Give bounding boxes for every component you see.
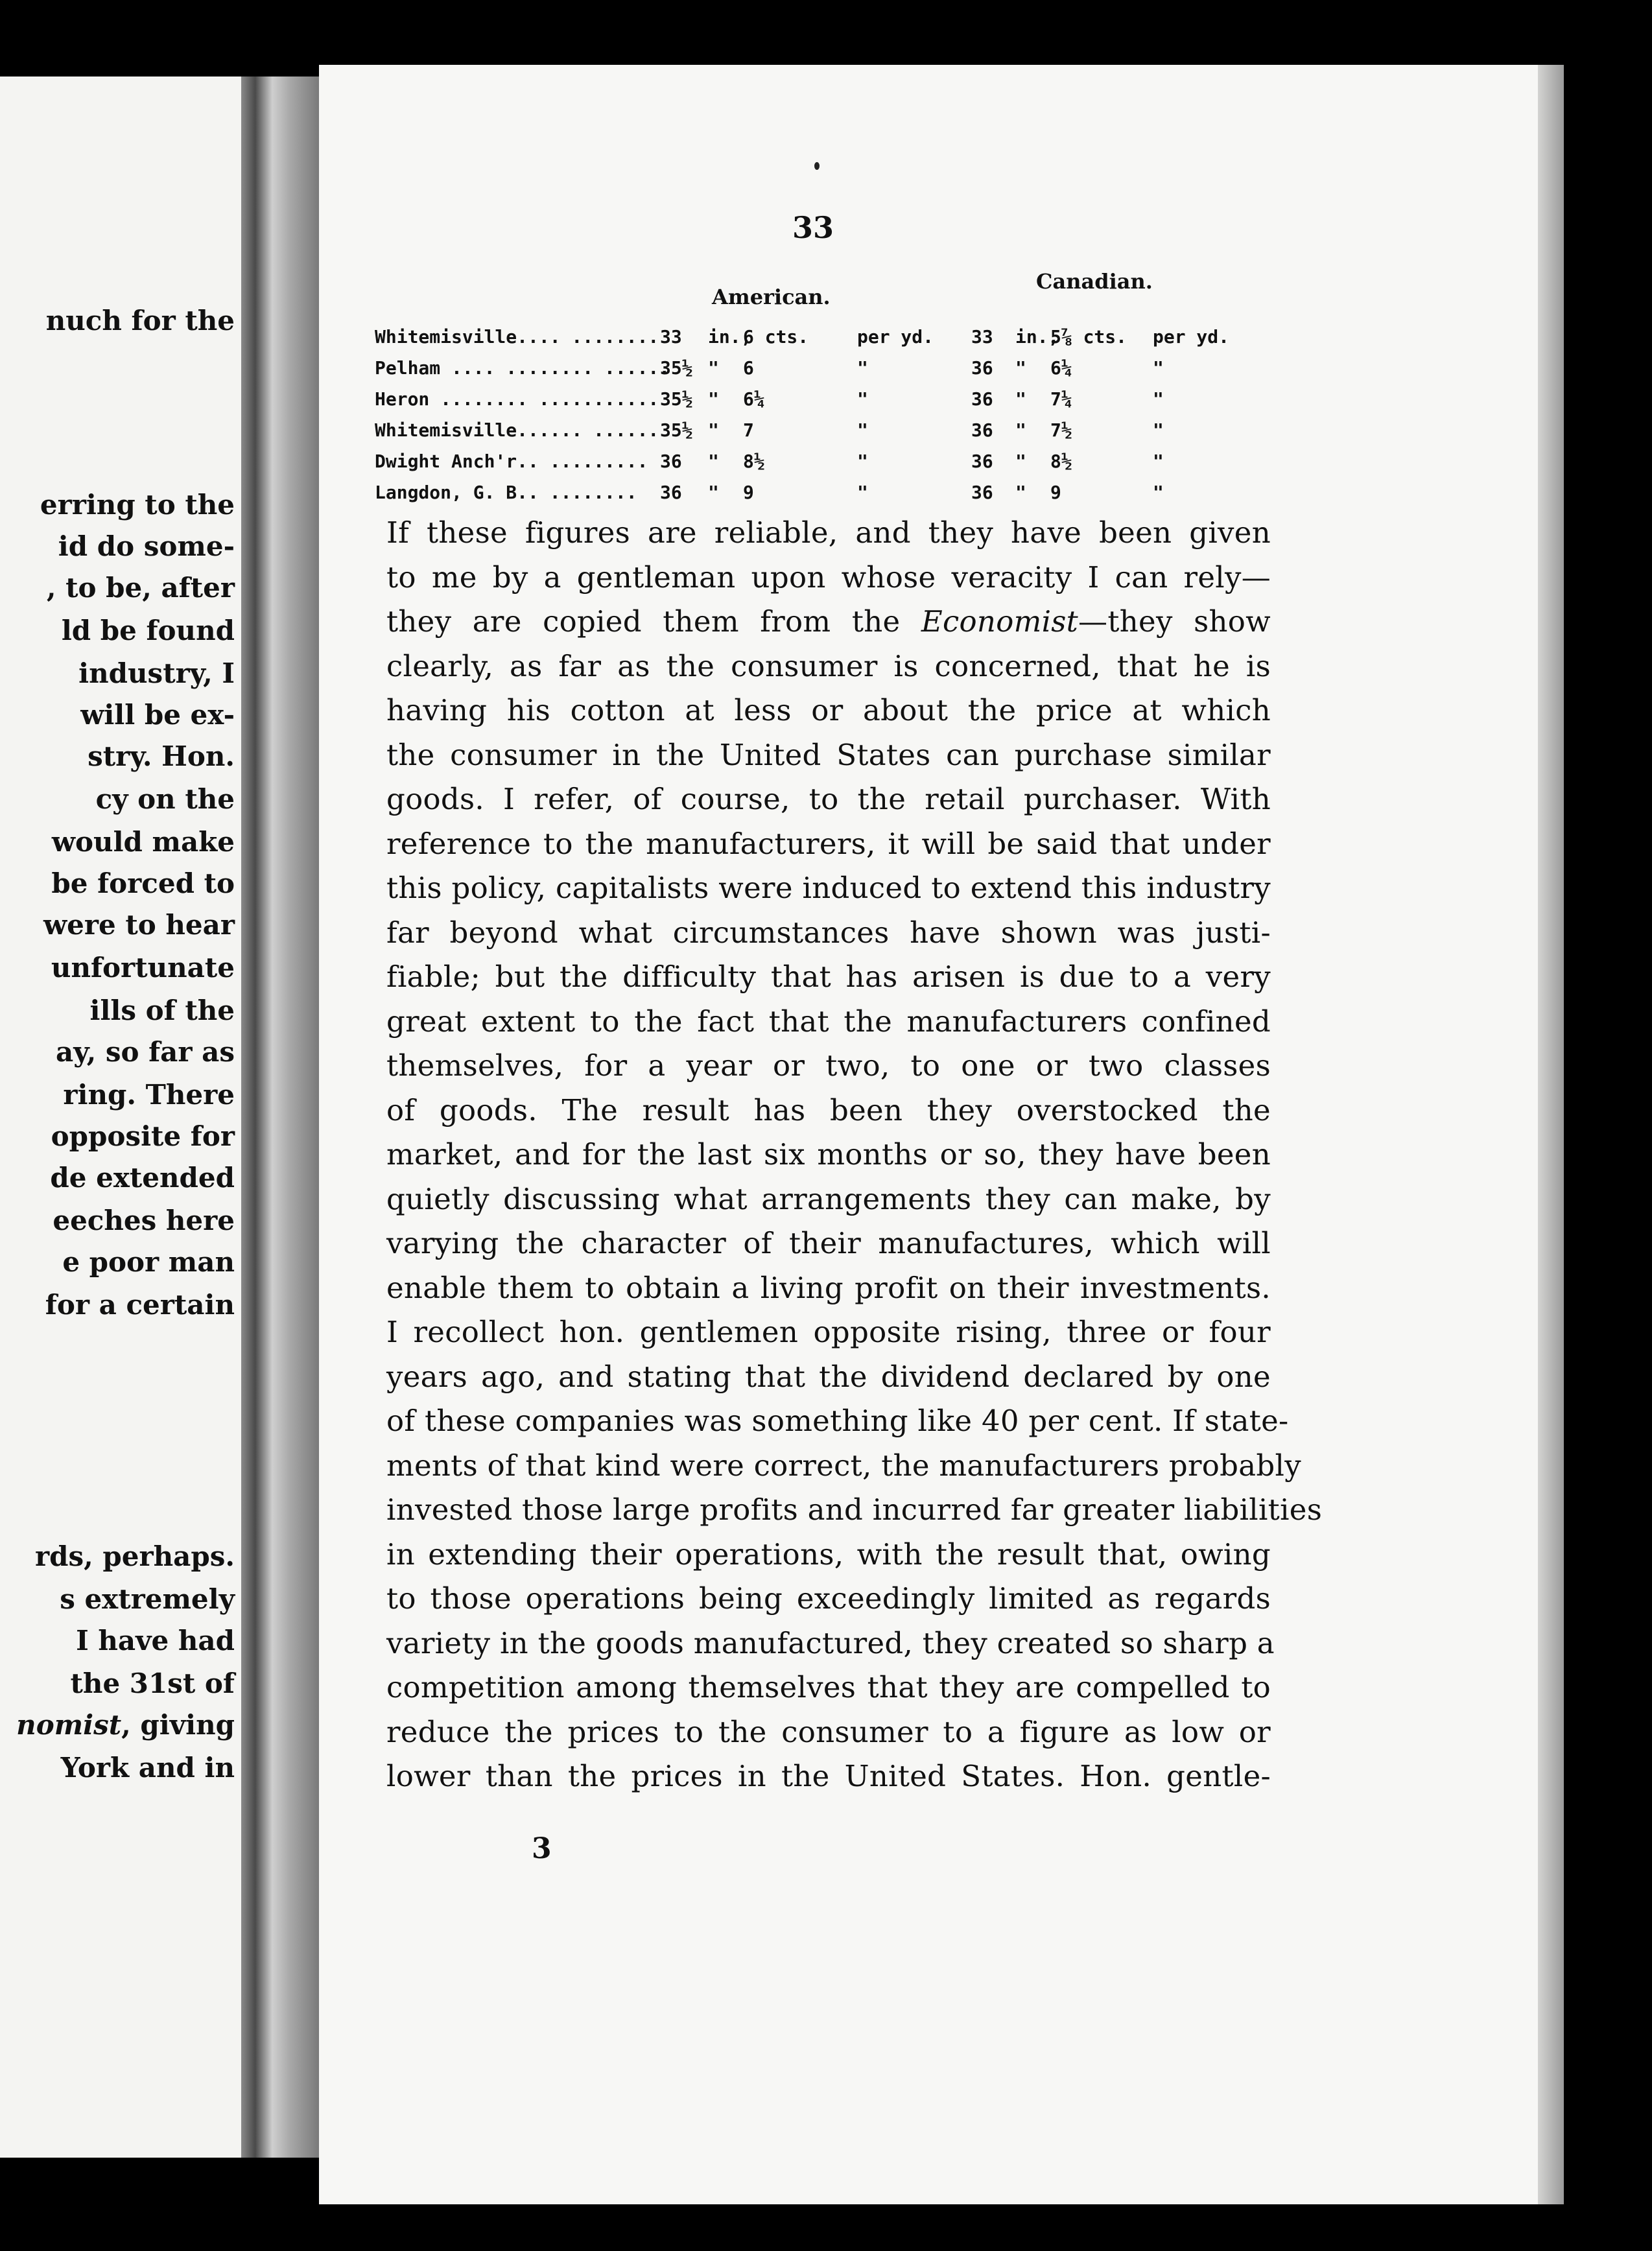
previous-page-line: the 31st of: [70, 1668, 235, 1699]
american-width: 35½: [660, 388, 693, 410]
product-name: Whitemisville.... ........: [375, 326, 659, 348]
body-line: market, and for the last six months or so, they have been: [386, 1137, 1271, 1172]
american-ditto-mark: in.,: [708, 326, 752, 348]
canadian-width: 36: [971, 451, 993, 472]
canadian-width: 36: [971, 357, 993, 379]
previous-page-line: York and in: [60, 1752, 235, 1784]
previous-page-line: were to hear: [43, 909, 235, 941]
body-line: If these figures are reliable, and they have been given: [386, 515, 1271, 550]
previous-page-line: nomist, giving: [16, 1709, 235, 1741]
american-price: 6¼: [743, 388, 765, 410]
previous-page-line: I have had: [76, 1625, 235, 1656]
previous-page-line: ay, so far as: [55, 1036, 235, 1068]
product-name: Heron ........ ...........: [375, 388, 659, 410]
table-row: [375, 324, 1237, 350]
canadian-unit: ": [1153, 388, 1164, 410]
italic-word: Economist: [921, 604, 1079, 639]
table-row: [375, 355, 1237, 381]
canadian-width: 36: [971, 388, 993, 410]
american-ditto-mark: ": [708, 357, 719, 379]
product-name: Dwight Anch'r.. .........: [375, 451, 648, 472]
body-line: varying the character of their manufactures, which will: [386, 1226, 1271, 1260]
body-line: in extending their operations, with the result that, owing: [386, 1537, 1271, 1572]
american-unit: ": [857, 451, 868, 472]
body-line: they are copied them from the Economist—they show: [386, 604, 1271, 639]
previous-page-line: stry. Hon.: [88, 740, 235, 772]
previous-page-line: rds, perhaps.: [35, 1540, 235, 1572]
body-line: of goods. The result has been they overstocked the: [386, 1092, 1271, 1127]
italic-word: nomist: [16, 1709, 122, 1741]
body-text: [386, 511, 1323, 1799]
american-price: 9: [743, 482, 754, 503]
previous-page-line: be forced to: [51, 867, 235, 899]
body-line: ments of that kind were correct, the manufacturers probably: [386, 1448, 1301, 1483]
previous-page-line: will be ex-: [80, 699, 235, 731]
ink-speck: [814, 162, 820, 170]
body-line: to me by a gentleman upon whose veracity I can rely—: [386, 560, 1271, 595]
signature-mark: 3: [532, 1832, 552, 1865]
previous-page-line: nuch for the: [45, 305, 235, 336]
canadian-unit: ": [1153, 482, 1164, 503]
product-name: Whitemisville...... ......: [375, 419, 659, 441]
canadian-unit: ": [1153, 451, 1164, 472]
body-line: great extent to the fact that the manufacturers confined: [386, 1004, 1271, 1039]
body-line: invested those large profits and incurred far greater liabilities: [386, 1492, 1323, 1527]
body-line: far beyond what circumstances have shown was justi-: [386, 915, 1271, 950]
previous-page-line: industry, I: [78, 657, 235, 689]
canadian-unit: ": [1153, 419, 1164, 441]
previous-page-line: cy on the: [95, 783, 235, 815]
american-width: 35½: [660, 357, 693, 379]
body-line: goods. I refer, of course, to the retail purchaser. With: [386, 782, 1271, 816]
previous-page-line: opposite for: [51, 1120, 235, 1152]
body-line: of these companies was something like 40 per cent. If state-: [386, 1404, 1289, 1438]
canadian-price: 8½: [1050, 451, 1072, 472]
table-row: [375, 449, 1237, 475]
canadian-ditto-mark: ": [1015, 482, 1026, 503]
american-unit: ": [857, 357, 868, 379]
canadian-column-heading: Canadian.: [1036, 269, 1153, 294]
american-price: 7: [743, 419, 754, 441]
canadian-ditto-mark: ": [1015, 388, 1026, 410]
american-unit: ": [857, 482, 868, 503]
american-width: 35½: [660, 419, 693, 441]
body-line: variety in the goods manufactured, they created so sharp a: [386, 1625, 1275, 1660]
table-row: [375, 418, 1237, 443]
page-edge-shadow: [1538, 65, 1564, 2204]
previous-page-line: eeches here: [53, 1205, 235, 1236]
canadian-ditto-mark: in.,: [1015, 326, 1059, 348]
body-line: competition among themselves that they are compelled to: [386, 1670, 1271, 1704]
canadian-price: 7¼: [1050, 388, 1072, 410]
american-width: 36: [660, 482, 682, 503]
canadian-price: 7½: [1050, 419, 1072, 441]
american-column-heading: American.: [712, 285, 831, 309]
canadian-unit: ": [1153, 357, 1164, 379]
american-width: 33: [660, 326, 682, 348]
american-price: 6 cts.: [743, 326, 809, 348]
previous-page-line: ills of the: [89, 995, 235, 1026]
canadian-price: 5⅞ cts.: [1050, 326, 1127, 348]
previous-page-line: e poor man: [62, 1246, 235, 1278]
body-line: reference to the manufacturers, it will be said that under: [386, 826, 1271, 861]
canadian-ditto-mark: ": [1015, 357, 1026, 379]
book-gutter: [241, 77, 319, 2158]
american-ditto-mark: ": [708, 482, 719, 503]
body-line: to those operations being exceedingly limited as regards: [386, 1581, 1271, 1616]
previous-page-line: unfortunate: [51, 952, 235, 984]
body-line: having his cotton at less or about the price at which: [386, 693, 1271, 727]
previous-page-line: id do some-: [58, 530, 235, 562]
body-line: themselves, for a year or two, to one or two classes: [386, 1048, 1271, 1083]
canadian-price: 9: [1050, 482, 1061, 503]
table-row: [375, 480, 1237, 506]
canadian-ditto-mark: ": [1015, 451, 1026, 472]
body-line: enable them to obtain a living profit on their investments.: [386, 1270, 1271, 1305]
body-line: fiable; but the difficulty that has arisen is due to a very: [386, 960, 1271, 994]
product-name: Langdon, G. B.. ........: [375, 482, 637, 503]
previous-page-line: de extended: [50, 1162, 235, 1194]
canadian-width: 33: [971, 326, 993, 348]
american-ditto-mark: ": [708, 419, 719, 441]
american-width: 36: [660, 451, 682, 472]
canadian-width: 36: [971, 419, 993, 441]
previous-page-line: ld be found: [61, 615, 235, 646]
american-ditto-mark: ": [708, 388, 719, 410]
table-row: [375, 386, 1237, 412]
american-unit: ": [857, 419, 868, 441]
previous-page-line: for a certain: [45, 1289, 235, 1321]
product-name: Pelham .... ........ ......: [375, 357, 670, 379]
canadian-width: 36: [971, 482, 993, 503]
american-ditto-mark: ": [708, 451, 719, 472]
previous-page: [0, 77, 241, 2158]
body-line: clearly, as far as the consumer is concerned, that he is: [386, 648, 1271, 683]
previous-page-line: erring to the: [40, 489, 235, 521]
body-line: I recollect hon. gentlemen opposite rising, three or four: [386, 1315, 1271, 1349]
previous-page-line: would make: [51, 826, 235, 858]
american-unit: ": [857, 388, 868, 410]
body-line: the consumer in the United States can purchase similar: [386, 737, 1271, 772]
previous-page-line: , to be, after: [46, 572, 235, 604]
body-line: lower than the prices in the United States. Hon. gentle-: [386, 1759, 1271, 1793]
american-unit: per yd.: [857, 326, 934, 348]
page-number: 33: [792, 210, 834, 245]
body-line: quietly discussing what arrangements they can make, by: [386, 1181, 1271, 1216]
previous-page-line: ring. There: [63, 1079, 235, 1111]
american-price: 8½: [743, 451, 765, 472]
body-line: reduce the prices to the consumer to a figure as low or: [386, 1714, 1271, 1749]
body-line: this policy, capitalists were induced to extend this industry: [386, 871, 1271, 905]
canadian-ditto-mark: ": [1015, 419, 1026, 441]
canadian-price: 6¼: [1050, 357, 1072, 379]
canadian-unit: per yd.: [1153, 326, 1230, 348]
american-price: 6: [743, 357, 754, 379]
body-line: years ago, and stating that the dividend declared by one: [386, 1359, 1271, 1394]
previous-page-line: s extremely: [60, 1583, 235, 1615]
